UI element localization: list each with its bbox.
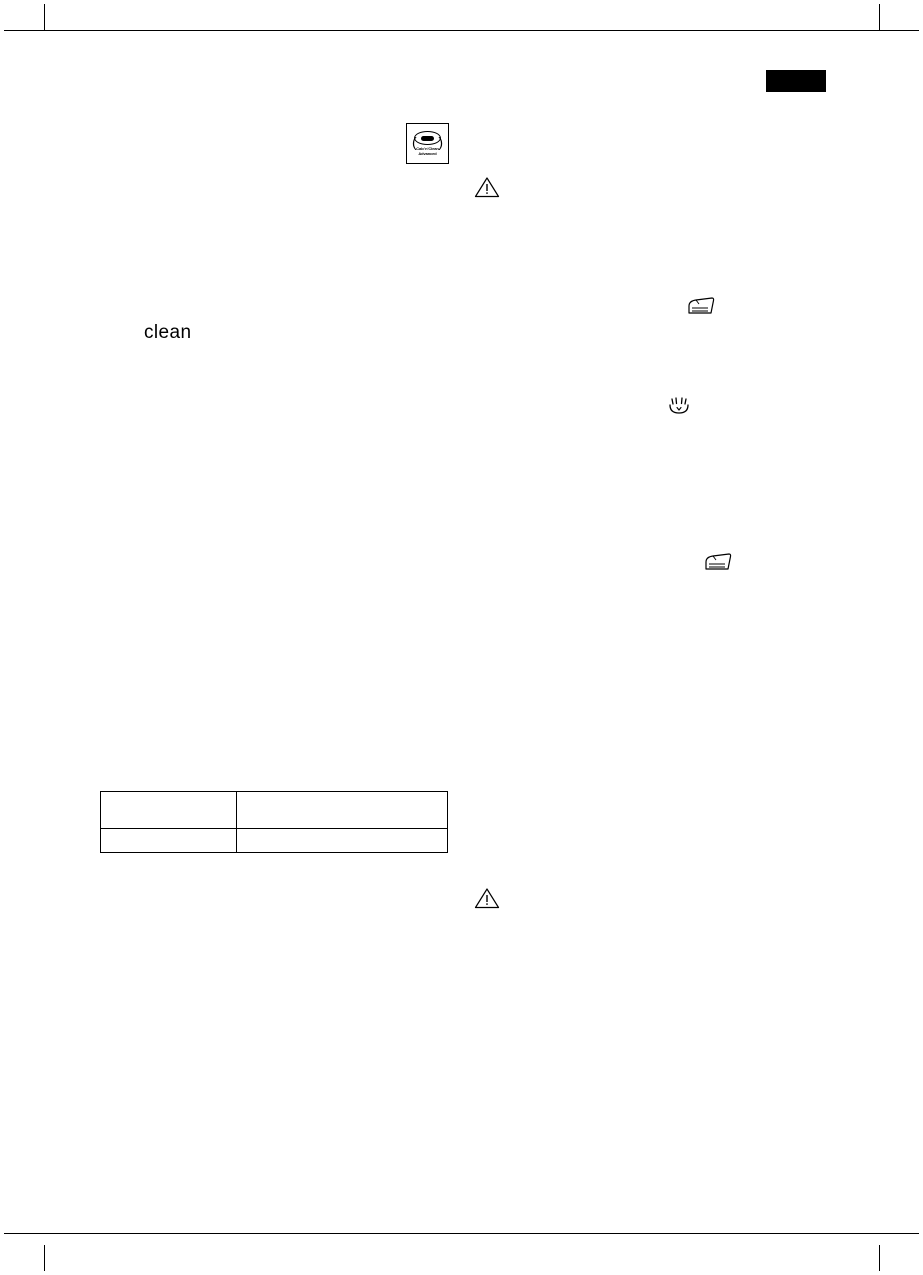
data-table xyxy=(100,791,448,853)
badge-line1: Calc'n'Clean xyxy=(416,146,439,151)
crop-mark-bottom-right xyxy=(879,1245,880,1271)
crop-mark-right-top xyxy=(893,30,919,31)
crop-mark-bottom-left xyxy=(44,1245,45,1271)
table-row xyxy=(101,829,448,853)
bottom-rule xyxy=(27,1233,896,1234)
steam-burst-icon xyxy=(666,396,692,418)
warning-triangle-icon-2 xyxy=(474,887,500,909)
table-cell xyxy=(101,829,237,853)
table-cell xyxy=(237,792,448,829)
calcnclean-advanced-badge xyxy=(406,123,449,164)
language-tab xyxy=(766,70,826,92)
table-cell xyxy=(237,829,448,853)
crop-mark-top-left xyxy=(44,4,45,30)
badge-line2: Advanced xyxy=(418,151,437,156)
badge-paren-left: ( xyxy=(412,134,417,150)
clean-label: clean xyxy=(144,322,192,343)
iron-soleplate-icon xyxy=(686,295,716,319)
crop-mark-right-bottom xyxy=(893,1233,919,1234)
crop-mark-top-right xyxy=(879,4,880,30)
badge-paren-right: ) xyxy=(438,134,443,150)
table-cell xyxy=(101,792,237,829)
badge-ring-inner xyxy=(421,136,434,141)
table-row xyxy=(101,792,448,829)
top-rule xyxy=(27,30,896,31)
iron-soleplate-icon-2 xyxy=(703,551,733,575)
badge-ring-icon xyxy=(414,131,441,145)
warning-triangle-icon xyxy=(474,176,500,198)
